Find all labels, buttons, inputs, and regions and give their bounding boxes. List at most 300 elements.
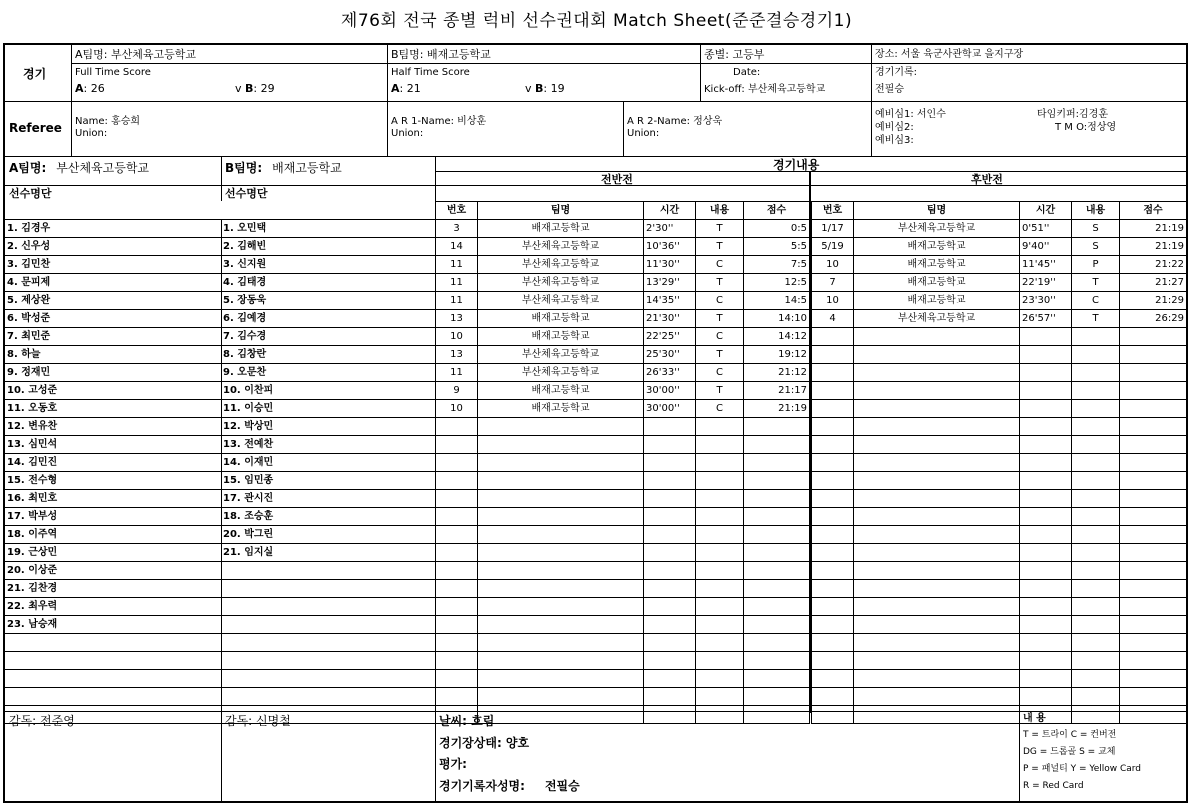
score-cell: 부산체육고등학교 — [478, 274, 644, 292]
column-header: 점수 — [1120, 202, 1187, 220]
score-cell — [1020, 508, 1072, 526]
score-cell — [644, 436, 696, 454]
score-cell — [744, 598, 810, 616]
score-row — [812, 598, 1187, 616]
score-cell — [1072, 436, 1120, 454]
score-cell: 9'40'' — [1020, 238, 1072, 256]
evaluation: 평가: — [439, 757, 467, 771]
score-cell — [744, 436, 810, 454]
score-cell — [854, 364, 1020, 382]
score-cell — [1120, 598, 1187, 616]
player-name: 2. 김해빈 — [221, 238, 435, 256]
score-cell: 13'29'' — [644, 274, 696, 292]
score-cell: 26'57'' — [1020, 310, 1072, 328]
score-cell: 14'35'' — [644, 292, 696, 310]
score-cell — [812, 346, 854, 364]
footer-block — [5, 711, 1186, 801]
score-cell: 11'30'' — [644, 256, 696, 274]
reserve-2: 예비심2: — [875, 122, 914, 133]
player-name: 18. 이주역 — [5, 526, 221, 544]
player-row — [5, 508, 221, 526]
score-row — [812, 418, 1187, 436]
column-header: 내용 — [1072, 202, 1120, 220]
score-cell: 10 — [436, 328, 478, 346]
player-name: 16. 최민호 — [5, 490, 221, 508]
score-cell — [436, 418, 478, 436]
player-name: 17. 관시진 — [221, 490, 435, 508]
score-cell: 30'00'' — [644, 382, 696, 400]
score-cell — [436, 562, 478, 580]
player-row — [5, 652, 221, 670]
player-row — [221, 454, 435, 472]
player-row — [221, 580, 435, 598]
score-cell — [436, 508, 478, 526]
score-cell — [1020, 328, 1072, 346]
player-name: 20. 이상준 — [5, 562, 221, 580]
score-cell — [644, 454, 696, 472]
player-row — [5, 670, 221, 688]
player-name: 2. 신우성 — [5, 238, 221, 256]
player-row — [221, 346, 435, 364]
score-cell — [644, 472, 696, 490]
date: Date: — [733, 67, 761, 78]
score-cell: 11 — [436, 274, 478, 292]
halftime-b: v B: 19 — [525, 82, 565, 95]
player-row — [221, 472, 435, 490]
coach-b: 감독: 신명철 — [225, 714, 291, 728]
score-cell: 11 — [436, 364, 478, 382]
score-cell: T — [696, 238, 744, 256]
player-row — [221, 310, 435, 328]
score-cell: T — [696, 220, 744, 238]
player-name: 4. 김태경 — [221, 274, 435, 292]
score-cell — [744, 652, 810, 670]
score-cell — [696, 634, 744, 652]
score-cell — [644, 670, 696, 688]
score-cell: 14:5 — [744, 292, 810, 310]
score-row — [812, 454, 1187, 472]
player-name: 10. 이찬피 — [221, 382, 435, 400]
player-list-b — [221, 219, 436, 724]
second-half-table — [811, 219, 1187, 724]
score-cell: 11'45'' — [1020, 256, 1072, 274]
player-name: 9. 정재민 — [5, 364, 221, 382]
player-row — [5, 580, 221, 598]
score-cell — [1072, 508, 1120, 526]
score-cell — [744, 634, 810, 652]
score-cell — [1072, 616, 1120, 634]
score-cell — [436, 580, 478, 598]
score-cell: 부산체육고등학교 — [478, 292, 644, 310]
score-cell — [696, 544, 744, 562]
score-cell — [696, 652, 744, 670]
score-cell — [644, 580, 696, 598]
score-cell — [854, 544, 1020, 562]
score-cell: 19:12 — [744, 346, 810, 364]
player-row — [5, 598, 221, 616]
score-row — [436, 688, 810, 706]
player-row — [5, 310, 221, 328]
score-cell — [478, 562, 644, 580]
reserve-1: 예비심1: 서인수 — [875, 109, 946, 120]
roster-b-label: 선수명단 — [225, 187, 268, 200]
score-cell — [1020, 400, 1072, 418]
score-row — [812, 256, 1187, 274]
score-row — [436, 292, 810, 310]
score-cell — [854, 490, 1020, 508]
score-cell: 21:19 — [744, 400, 810, 418]
score-row — [436, 310, 810, 328]
score-row — [812, 436, 1187, 454]
score-cell: 부산체육고등학교 — [478, 238, 644, 256]
player-name — [5, 634, 221, 652]
score-cell: 부산체육고등학교 — [478, 346, 644, 364]
reserve-3: 예비심3: — [875, 135, 914, 146]
score-cell — [812, 544, 854, 562]
score-cell: 10 — [812, 256, 854, 274]
score-cell — [812, 580, 854, 598]
player-name: 4. 문피제 — [5, 274, 221, 292]
score-cell: 배재고등학교 — [854, 274, 1020, 292]
score-row — [436, 652, 810, 670]
score-cell — [696, 418, 744, 436]
score-row — [436, 346, 810, 364]
team-a-name: A팀명: 부산체육고등학교 — [75, 48, 196, 61]
score-cell — [1072, 670, 1120, 688]
score-cell — [854, 328, 1020, 346]
score-cell — [854, 472, 1020, 490]
score-cell — [1020, 634, 1072, 652]
score-cell — [478, 688, 644, 706]
score-cell — [1020, 688, 1072, 706]
score-cell — [1072, 562, 1120, 580]
score-cell: 부산체육고등학교 — [478, 256, 644, 274]
score-cell: 배재고등학교 — [854, 238, 1020, 256]
score-cell — [812, 364, 854, 382]
score-cell — [1020, 544, 1072, 562]
player-row — [221, 328, 435, 346]
player-row — [221, 544, 435, 562]
referee-label: Referee — [9, 121, 62, 135]
score-cell — [1020, 580, 1072, 598]
score-row — [436, 418, 810, 436]
player-name: 15. 전수형 — [5, 472, 221, 490]
score-row — [436, 364, 810, 382]
score-cell: 11 — [436, 292, 478, 310]
player-row — [221, 256, 435, 274]
score-cell: 10 — [812, 292, 854, 310]
player-name: 10. 고성준 — [5, 382, 221, 400]
score-cell — [744, 508, 810, 526]
player-name: 11. 이승민 — [221, 400, 435, 418]
score-cell — [1072, 634, 1120, 652]
score-cell — [812, 652, 854, 670]
score-cell: 26'33'' — [644, 364, 696, 382]
player-row — [5, 346, 221, 364]
player-row — [221, 364, 435, 382]
score-row — [436, 328, 810, 346]
recorder-signature: 경기기록자성명: 전필승 — [439, 779, 580, 793]
score-cell — [644, 508, 696, 526]
score-row — [436, 238, 810, 256]
score-cell — [436, 670, 478, 688]
score-cell: C — [696, 400, 744, 418]
score-cell — [812, 634, 854, 652]
player-name: 3. 김민찬 — [5, 256, 221, 274]
player-row — [221, 634, 435, 652]
player-name: 6. 김예경 — [221, 310, 435, 328]
score-cell — [854, 652, 1020, 670]
score-cell — [1120, 364, 1187, 382]
score-cell — [854, 418, 1020, 436]
player-row — [221, 238, 435, 256]
score-cell — [696, 490, 744, 508]
player-row — [221, 490, 435, 508]
score-cell — [854, 562, 1020, 580]
score-cell — [478, 652, 644, 670]
field-condition: 경기장상태: 양호 — [439, 736, 530, 750]
score-cell — [744, 544, 810, 562]
first-half-table — [435, 219, 810, 724]
score-cell — [812, 670, 854, 688]
score-cell — [854, 616, 1020, 634]
score-cell: P — [1072, 256, 1120, 274]
score-cell — [696, 688, 744, 706]
player-name: 8. 김창란 — [221, 346, 435, 364]
score-cell — [1120, 382, 1187, 400]
score-cell — [1072, 598, 1120, 616]
score-cell — [644, 634, 696, 652]
score-cell — [478, 472, 644, 490]
category: 종별: 고등부 — [704, 48, 765, 61]
header-block — [5, 45, 1186, 102]
score-cell: 4 — [812, 310, 854, 328]
score-row — [436, 508, 810, 526]
player-row — [221, 274, 435, 292]
score-cell — [1072, 382, 1120, 400]
player-row — [5, 454, 221, 472]
score-cell — [478, 490, 644, 508]
score-cell — [854, 598, 1020, 616]
score-cell — [1120, 634, 1187, 652]
score-cell — [812, 382, 854, 400]
player-row — [5, 328, 221, 346]
score-row — [812, 670, 1187, 688]
score-cell — [696, 436, 744, 454]
column-header: 팀명 — [478, 202, 644, 220]
score-cell — [436, 544, 478, 562]
player-name: 11. 오동호 — [5, 400, 221, 418]
score-cell — [644, 490, 696, 508]
player-row — [221, 526, 435, 544]
score-cell — [478, 580, 644, 598]
player-name: 3. 신지원 — [221, 256, 435, 274]
score-row — [812, 328, 1187, 346]
score-cell — [436, 598, 478, 616]
player-row — [221, 688, 435, 706]
score-cell: 배재고등학교 — [854, 256, 1020, 274]
score-cell — [1020, 616, 1072, 634]
fulltime-a: A: 26 — [75, 82, 105, 95]
score-cell — [696, 508, 744, 526]
score-cell — [1072, 364, 1120, 382]
score-cell: S — [1072, 220, 1120, 238]
score-row — [436, 436, 810, 454]
score-cell — [812, 472, 854, 490]
player-name: 15. 임민종 — [221, 472, 435, 490]
player-row — [5, 544, 221, 562]
score-cell: 14 — [436, 238, 478, 256]
score-cell — [696, 598, 744, 616]
score-row — [812, 292, 1187, 310]
player-row — [221, 670, 435, 688]
player-name: 13. 심민석 — [5, 436, 221, 454]
score-cell: 배재고등학교 — [478, 310, 644, 328]
score-row — [436, 616, 810, 634]
score-cell — [1072, 472, 1120, 490]
score-cell — [1120, 688, 1187, 706]
player-name: 21. 임지실 — [221, 544, 435, 562]
score-cell — [436, 616, 478, 634]
score-row — [812, 526, 1187, 544]
score-cell — [854, 508, 1020, 526]
player-name: 22. 최우력 — [5, 598, 221, 616]
kickoff: Kick-off: 부산체육고등학교 — [704, 84, 826, 95]
score-cell — [1120, 400, 1187, 418]
score-cell: 3 — [436, 220, 478, 238]
score-row — [812, 652, 1187, 670]
score-cell — [1020, 346, 1072, 364]
score-cell — [744, 490, 810, 508]
score-row — [436, 526, 810, 544]
score-cell — [812, 418, 854, 436]
legend-line-3: P = 패널티 Y = Yellow Card — [1023, 764, 1142, 774]
player-name — [5, 670, 221, 688]
score-cell: 부산체육고등학교 — [854, 220, 1020, 238]
score-row — [812, 310, 1187, 328]
score-cell — [1020, 490, 1072, 508]
player-row — [221, 382, 435, 400]
player-name: 13. 전예찬 — [221, 436, 435, 454]
score-cell — [1120, 616, 1187, 634]
score-cell — [1120, 526, 1187, 544]
player-row — [5, 634, 221, 652]
score-cell — [744, 688, 810, 706]
player-row — [221, 400, 435, 418]
score-cell: 21:27 — [1120, 274, 1187, 292]
player-list-a — [5, 219, 222, 724]
legend-line-4: R = Red Card — [1023, 781, 1084, 791]
score-cell: 11 — [436, 256, 478, 274]
second-half-label: 후반전 — [971, 173, 1003, 186]
column-header: 팀명 — [854, 202, 1020, 220]
player-row — [5, 490, 221, 508]
score-cell: 14:10 — [744, 310, 810, 328]
player-name: 7. 김수경 — [221, 328, 435, 346]
player-name — [221, 562, 435, 580]
score-cell: 배재고등학교 — [478, 220, 644, 238]
score-cell: 21'30'' — [644, 310, 696, 328]
score-row — [812, 688, 1187, 706]
score-cell — [1020, 382, 1072, 400]
score-cell — [1120, 544, 1187, 562]
score-cell: 21:19 — [1120, 220, 1187, 238]
score-cell: 22'25'' — [644, 328, 696, 346]
player-name: 17. 박부성 — [5, 508, 221, 526]
score-cell — [744, 526, 810, 544]
score-cell: 배재고등학교 — [478, 400, 644, 418]
score-row — [812, 220, 1187, 238]
player-row — [5, 292, 221, 310]
legend-title: 내 용 — [1023, 713, 1046, 724]
score-cell — [744, 418, 810, 436]
score-row — [812, 364, 1187, 382]
score-cell: 26:29 — [1120, 310, 1187, 328]
player-row — [221, 436, 435, 454]
player-row — [5, 688, 221, 706]
team-a-label: A팀명: 부산체육고등학교 — [9, 161, 150, 175]
score-cell — [1020, 598, 1072, 616]
score-cell — [812, 490, 854, 508]
score-cell: 21:12 — [744, 364, 810, 382]
player-row — [5, 364, 221, 382]
score-cell: T — [696, 346, 744, 364]
player-name — [221, 598, 435, 616]
first-half-label: 전반전 — [601, 173, 633, 186]
score-cell: 배재고등학교 — [478, 328, 644, 346]
score-cell — [696, 454, 744, 472]
score-cell: 10'36'' — [644, 238, 696, 256]
score-cell — [744, 670, 810, 688]
score-cell — [1120, 454, 1187, 472]
score-cell — [1020, 454, 1072, 472]
score-row — [812, 382, 1187, 400]
score-cell: 7:5 — [744, 256, 810, 274]
recorder-label: 경기기록: — [875, 67, 918, 78]
score-cell — [1072, 418, 1120, 436]
score-cell: 25'30'' — [644, 346, 696, 364]
score-cell: 배재고등학교 — [478, 382, 644, 400]
player-row — [5, 238, 221, 256]
score-cell — [1072, 400, 1120, 418]
player-name: 5. 장동욱 — [221, 292, 435, 310]
score-cell — [812, 616, 854, 634]
score-cell — [478, 526, 644, 544]
score-cell: 21:29 — [1120, 292, 1187, 310]
score-cell — [1072, 544, 1120, 562]
score-cell — [812, 598, 854, 616]
score-row — [436, 670, 810, 688]
score-cell: 1/17 — [812, 220, 854, 238]
player-name: 19. 근상민 — [5, 544, 221, 562]
score-cell — [644, 652, 696, 670]
score-row — [812, 346, 1187, 364]
score-cell — [644, 544, 696, 562]
score-cell — [436, 436, 478, 454]
score-row — [812, 490, 1187, 508]
player-name: 12. 박상민 — [221, 418, 435, 436]
score-cell: C — [696, 256, 744, 274]
score-cell — [478, 544, 644, 562]
fulltime-b: v B: 29 — [235, 82, 275, 95]
score-cell — [1072, 346, 1120, 364]
score-cell — [1120, 508, 1187, 526]
player-name: 14. 김민진 — [5, 454, 221, 472]
player-row — [221, 652, 435, 670]
score-row — [436, 598, 810, 616]
score-row — [436, 274, 810, 292]
score-row — [436, 382, 810, 400]
